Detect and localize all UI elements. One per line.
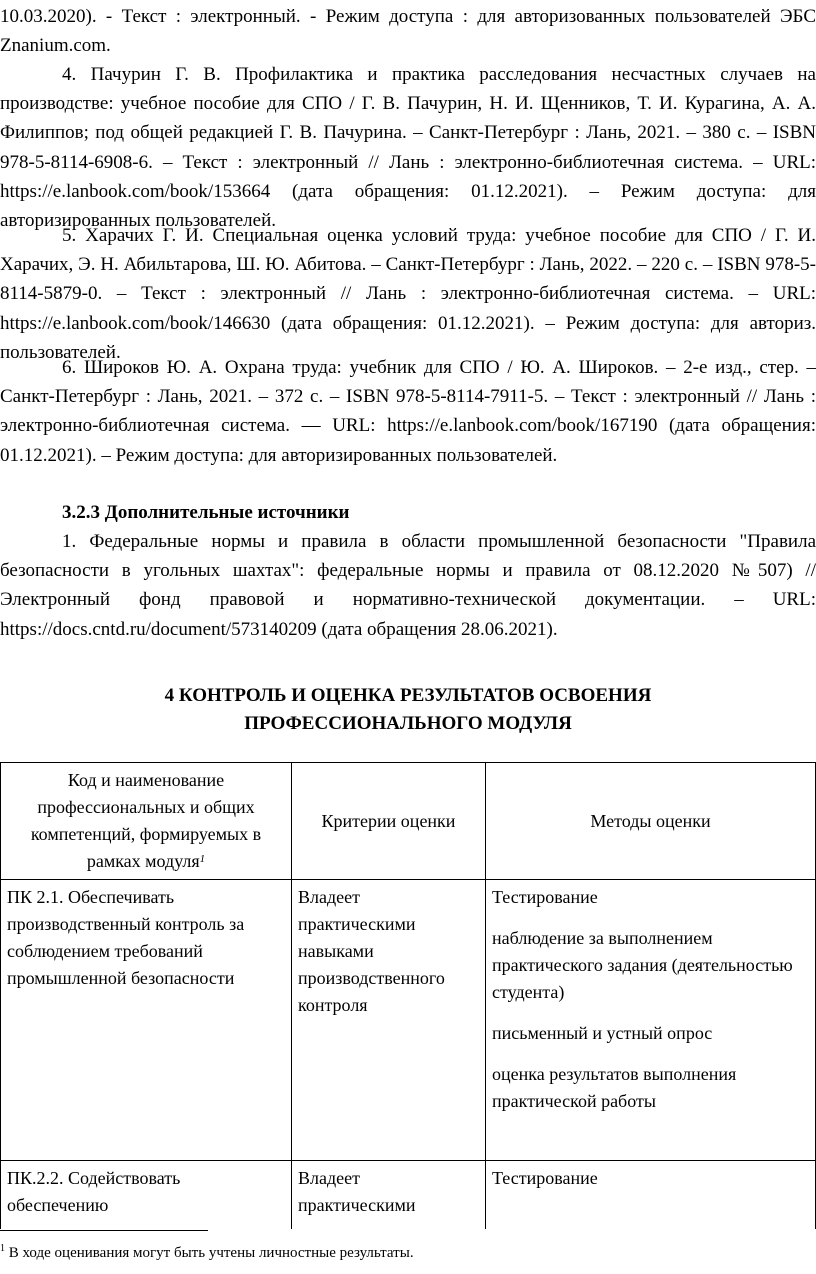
reference-item-5: 5. Харачих Г. И. Специальная оценка условий труда: учебное пособие для СПО / Г. И. Харачих, Э. Н. Абильтарова, Ш. Ю. Абитова. – Санкт-Петербург : Лань, 2022. – 220 с. – ISBN 978-5-8114-5879-0. – Текст : электронный // Лань : электронно-библиотечная система. – URL: https://e.lanbook.com/book/146630 (дата обращения: 01.12.2021). – Режим доступа: для авториз. пользователей. (0, 225, 816, 363)
table-row (1, 1161, 816, 1230)
methods-cell: Тестирование (486, 1161, 816, 1230)
footnote-mark: 1 (0, 1243, 5, 1254)
footnote (0, 1238, 414, 1264)
competence-cell: ПК.2.2. Содействовать обеспечению (1, 1161, 292, 1230)
criteria-cell: Владеет практическими (292, 1161, 486, 1230)
reference-continuation: 10.03.2020). - Текст : электронный. - Режим доступа : для авторизованных пользователей ЭБС Znanium.com. (0, 6, 816, 57)
table-header-row (1, 763, 816, 880)
additional-source-item-1: 1. Федеральные нормы и правила в области промышленной безопасности "Правила безопасности в угольных шахтах": федеральные нормы и правила от 08.12.2020 №507) // Электронный фонд правовой и нормативно-технической документации. – URL: https://docs.cntd.ru/document/573140209 (дата обращения 28.06.2021). (0, 531, 816, 640)
header-methods: Методы оценки (486, 763, 816, 880)
reference-item-6: 6. Широков Ю. А. Охрана труда: учебник для СПО / Ю. А. Широков. – 2-е изд., стер. – Санкт-Петербург : Лань, 2021. – 372 с. – ISBN 978-5-8114-7911-5. – Текст : электронный // Лань : электронно-библиотечная система. — URL: https://e.lanbook.com/book/167190 (дата обращения: 01.12.2021). – Режим доступа: для авторизированных пользователей. (0, 357, 816, 466)
header-criteria: Критерии оценки (292, 763, 486, 880)
footnote-divider (0, 1230, 208, 1231)
criteria-cell: Владеет практическими навыками производственного контроля (292, 880, 486, 1161)
table-row (1, 880, 816, 1161)
method-item: наблюдение за выполнением практического задания (деятельностью студента) (492, 928, 793, 1002)
method-item: Тестирование (492, 887, 598, 907)
footnote-ref: 1 (199, 853, 206, 865)
method-item: оценка результатов выполнения практической работы (492, 1064, 737, 1111)
section-heading (0, 682, 816, 738)
assessment-table (0, 762, 816, 1229)
section-heading-line-2: ПРОФЕССИОНАЛЬНОГО МОДУЛЯ (244, 713, 572, 734)
section-heading-line-1: 4 КОНТРОЛЬ И ОЦЕНКА РЕЗУЛЬТАТОВ ОСВОЕНИЯ (164, 685, 652, 706)
footnote-text: В ходе оценивания могут быть учтены личностные результаты. (5, 1245, 414, 1261)
method-item: письменный и устный опрос (492, 1023, 713, 1043)
header-competence: Код и наименование профессиональных и общих компетенций, формируемых в рамках модуля$^1$ (1, 763, 292, 880)
methods-cell (486, 880, 816, 1161)
subsection-title: 3.2.3 Дополнительные источники (62, 502, 350, 523)
competence-cell: ПК 2.1. Обеспечивать производственный контроль за соблюдением требований промышленной безопасности (1, 880, 292, 1161)
reference-item-4: 4. Пачурин Г. В. Профилактика и практика расследования несчастных случаев на производстве: учебное пособие для СПО / Г. В. Пачурин, Н. И. Щенников, Т. И. Курагина, А. А. Филиппов; под общей редакцией Г. В. Пачурина. – Санкт-Петербург : Лань, 2021. – 380 с. – ISBN 978-5-8114-6908-6. – Текст : электронный // Лань : электронно-библиотечная система. – URL: https://e.lanbook.com/book/153664 (дата обращения: 01.12.2021). – Режим доступа: для авторизированных пользователей. (0, 64, 816, 232)
